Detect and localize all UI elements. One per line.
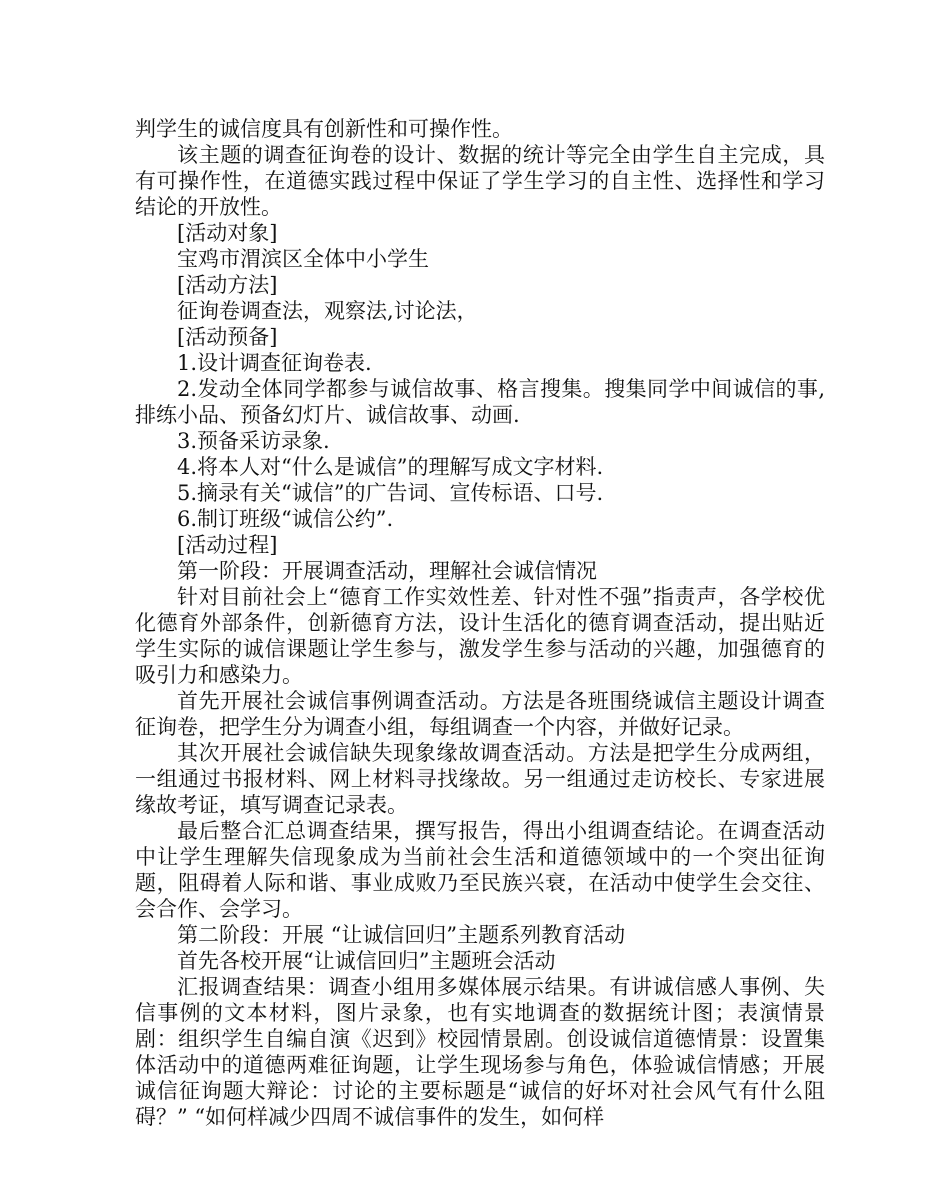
- stage-heading: 第二阶段：开展 “让诚信回归”主题系列教育活动: [177, 923, 626, 947]
- list-item: 3.预备采访录象.: [177, 429, 330, 453]
- section-heading: [活动对象]: [177, 221, 278, 245]
- stage-heading: 第一阶段：开展调查活动，理解社会诚信情况: [177, 559, 597, 583]
- list-item: 5.摘录有关“诚信”的广告词、宣传标语、口号.: [177, 481, 604, 505]
- section-heading: [活动过程]: [177, 533, 278, 557]
- paragraph: 最后整合汇总调查结果，撰写报告，得出小组调查结论。在调查活动中让学生理解失信现象成为当前社会生活和道德领域中的一个突出征询题，阻碍着人际和谐、事业成败乃至民族兴衰，在活动中使学生会交往、会合作、会学习。: [135, 819, 825, 921]
- list-item: 6.制订班级“诚信公约”.: [177, 507, 394, 531]
- section-heading: [活动预备]: [177, 325, 278, 349]
- paragraph: 其次开展社会诚信缺失现象缘故调查活动。方法是把学生分成两组，一组通过书报材料、网上材料寻找缘故。另一组通过走访校长、专家进展缘故考证，填写调查记录表。: [135, 741, 825, 817]
- section-heading: [活动方法]: [177, 273, 278, 297]
- list-item: 1.设计调查征询卷表.: [177, 351, 372, 375]
- list-item: 2.发动全体同学都参与诚信故事、格言搜集。搜集同学中间诚信的事,排练小品、预备幻灯片、诚信故事、动画.: [135, 377, 825, 427]
- paragraph: 首先开展社会诚信事例调查活动。方法是各班围绕诚信主题设计调查征询卷，把学生分为调查小组，每组调查一个内容，并做好记录。: [135, 689, 825, 739]
- paragraph: 针对目前社会上“德育工作实效性差、针对性不强”指责声，各学校优化德育外部条件，创新德育方法，设计生活化的德育调查活动，提出贴近学生实际的诚信课题让学生参与，激发学生参与活动的兴趣，加强德育的吸引力和感染力。: [135, 585, 825, 687]
- list-item: 4.将本人对“什么是诚信”的理解写成文字材料.: [177, 455, 604, 479]
- paragraph: 首先各校开展“让诚信回归”主题班会活动: [177, 949, 556, 973]
- paragraph: 判学生的诚信度具有创新性和可操作性。: [135, 117, 513, 141]
- paragraph: 征询卷调查法，观察法,讨论法，: [177, 299, 478, 323]
- paragraph: 宝鸡市渭滨区全体中小学生: [177, 247, 429, 271]
- paragraph: 该主题的调查征询卷的设计、数据的统计等完全由学生自主完成，具有可操作性，在道德实践过程中保证了学生学习的自主性、选择性和学习结论的开放性。: [135, 143, 825, 219]
- document-body: [135, 116, 825, 1130]
- paragraph: 汇报调查结果：调查小组用多媒体展示结果。有讲诚信感人事例、失信事例的文本材料，图片录象，也有实地调查的数据统计图；表演情景剧：组织学生自编自演《迟到》校园情景剧。创设诚信道德情景：设置集体活动中的道德两难征询题，让学生现场参与角色，体验诚信情感；开展诚信征询题大辩论：讨论的主要标题是“诚信的好坏对社会风气有什么阻碍？” “如何样减少四周不诚信事件的发生，如何样: [135, 975, 825, 1129]
